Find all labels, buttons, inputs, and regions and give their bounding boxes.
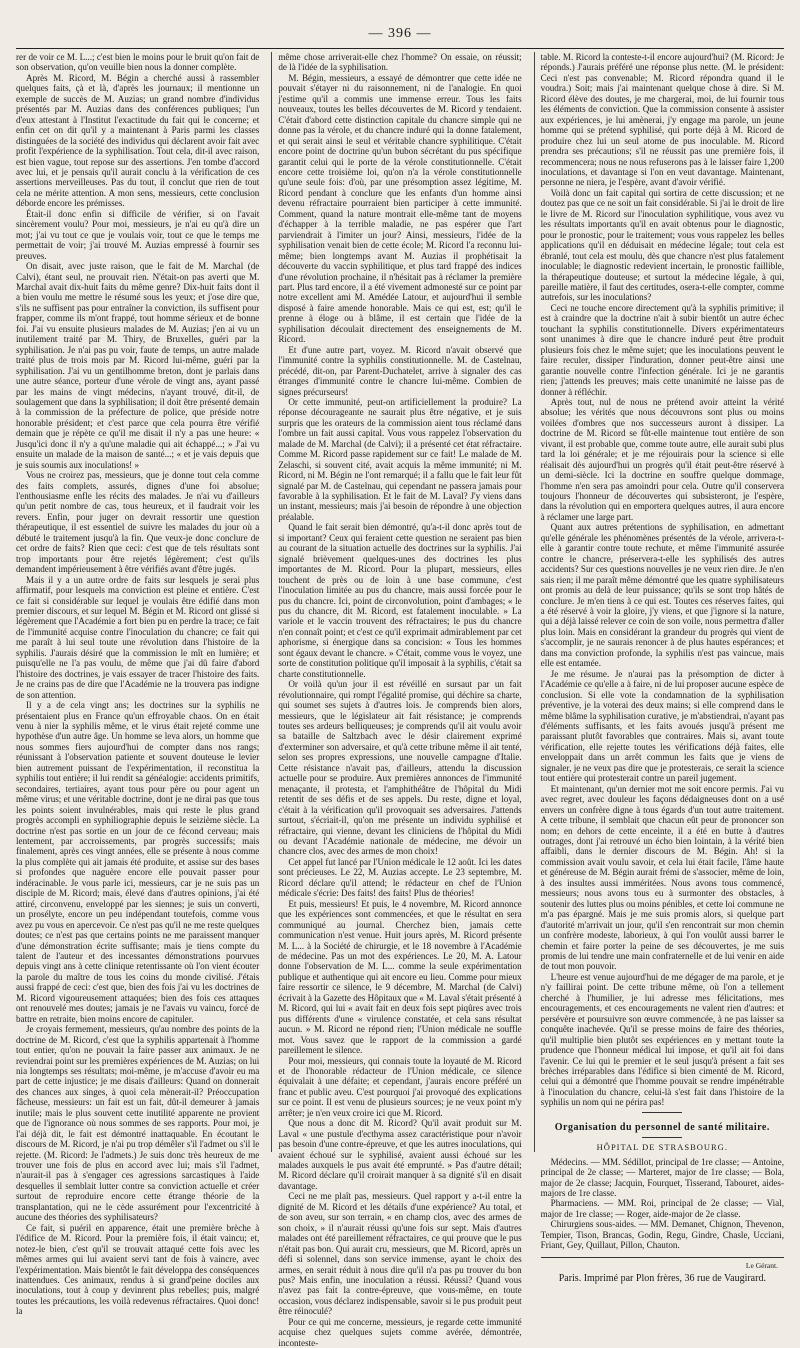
- paragraph: Je croyais fermement, messieurs, qu'au nombre des points de la doctrine de M. Ricord, c'est que la syphilis appartenait à l'homme tout entier, qu'on ne pouvait la faire passer aux animaux. Je ne reviendrai point sur les premières expériences de M. Auzias; on lui nia longtemps ses résultats; moi-même, je m'accuse d'avoir eu ma part de cette injustice; je me disais d'ailleurs: Quand on donnerait des chances aux singes, à quoi cela mènerait-il? Préoccupation fâcheuse, messieurs: un fait est un fait, dût-il demeurer à jamais inutile; mais le plus souvent cette inutilité apparente ne provient que de l'ignorance où nous sommes de ses rapports. Pour moi, je l'ai déjà dit, le fait est démontré inattaquable. En écoutant le discours de M. Ricord, je n'ai pu trop démêler s'il l'admet ou s'il le rejette. (M. Ricord: Je l'admets.) Je suis donc très heureux de me trouver une fois de plus en accord avec lui; mais s'il l'admet, n'aurait-il pas à s'engager ces agressions sarcastiques à l'aide desquelles il semblait lutter contre sa conviction actuelle et créer surtout de reproduire encore cette étrange théorie de la transplantation, qui ne le cède assurément pour l'excentricité à aucune des théories des syphilisateurs?: [16, 1024, 260, 1223]
- paragraph: Et maintenant, qu'un dernier mot me soit encore permis. J'ai vu avec regret, avec douleur les façons dédaigneuses dont on a usé envers un confrère digne à tous égards d'un tout autre traitement. A cette tribune, il semblait que chacun eût peur de prononcer son nom; en dehors de cette enceinte, il a été en butte à d'autres outrages, dont j'ai retrouvé un écho bien lointain, à la vérité bien affaibli, dans le dernier discours de M. Bégin. Ah! si la commission avait voulu savoir, et cela lui était facile, l'âme haute et généreuse de M. Bégin aurait frémi de s'associer, même de loin, à des insultes aussi imméritées. Nous avons tous commencé, messieurs; nous avons tous eu à surmonter des obstacles, à soutenir des luttes plus ou moins pénibles, et cette loi commune ne m'a pas épargné. Mais je me suis promis alors, si quelque part d'autorité m'arrivait un jour, qu'il s'en rencontrait sur mon chemin un confrère modeste, laborieux, à qui l'on voulût aussi barrer le chemin et faire porter la peine de ses découvertes, je me suis promis de lui tendre une main confraternelle et de lui venir en aide de tout mon pouvoir.: [540, 783, 784, 972]
- section-divider: [642, 1137, 682, 1138]
- section-subtitle: HÔPITAL DE STRASBOURG.: [596, 1142, 728, 1153]
- page-number: — 396 —: [368, 26, 432, 41]
- paragraph: Était-il donc enfin si difficile de vérifier, si on l'avait sincèrement voulu? Pour moi, messieurs, je n'ai eu qu'à dire un mot; j'ai vu tout ce que je voulais voir, tout ce que le temps me permettait de voir; j'ai trouvé M. Auzias empressé à fournir ses preuves.: [16, 208, 260, 261]
- paragraph: Après M. Ricord, M. Bégin a cherché aussi à rassembler quelques faits, çà et là, d'après les journaux; il mentionne un exemple de succès de M. Auzias; un grand nombre d'individus présentés par M. Auzias dans des conférences publiques; l'un d'eux attestant à l'Institut l'exactitude du fait qui le concerne; et enfin cet on dit qu'il y a maintenant à Paris parmi les classes distinguées de la société des individus qui déclarent avoir fait avec profit l'expérience de la syphilisation. Tout cela, dit-il avec raison, est bien vague, tout repose sur des assertions. J'en tombe d'accord avec lui, et je pensais qu'il aurait conclu à la vérification de ces assertions merveilleuses. Pas du tout, il conclut que rien de tout cela ne mérite attention. A mon sens, messieurs, cette conclusion déborde encore les prémisses.: [16, 72, 260, 209]
- printer-imprint: Paris. Imprimé par Plon frères, 36 rue de Vaugirard.: [558, 1273, 766, 1285]
- columns: [16, 52, 784, 1348]
- paragraph: L'heure est venue aujourd'hui de me dégager de ma parole, et je n'y faillirai point. De cette tribune même, où l'on a tellement cherché à l'humilier, je lui adresse mes félicitations, mes encouragements, et ces encouragements ne valent rien d'autres: et persévère et poursuivre son œuvre commencée, à ne pas laisser sa conquête inachevée. Qu'il se presse moins de faire des théories, qu'il multiplie bien plutôt ses expériences en y mettant toute la prudence que l'honneur médical lui impose, et qu'il ait foi dans l'avenir. Ce lui qui le premier et le seul jusqu'à présent a fait ses brèches irréparables dans l'édifice si bien cimenté de M. Ricord, celui qui a démontré que l'homme pouvait se rendre impénétrable à l'inoculation du chancre, celui-là s'est fait dans l'histoire de la syphilis un nom qui ne périra pas!: [540, 971, 784, 1108]
- paragraph: Voilà donc un fait capital qui sortira de cette discussion; et ne doutez pas que ce ne soit un fait considérable. Si j'ai le droit de lire le livre de M. Ricord sur l'inoculation syphilitique, vous avez vu les résultats importants qu'il en avait obtenus pour le diagnostic, pour le pronostic, pour le traitement; vous vous rappelez les belles applications qu'il en déduisait en médecine légale; tout cela est ébranlé, tout cela est moulu, dès que chancre n'est plus fatalement inoculable; le diagnostic redevient incertain, le pronostic faillible, la thérapeutique douteuse; et surtout la médecine légale, à qui, pareille matière, il faut des certitudes, osera-t-elle compter, comme autrefois, sur les inoculations?: [540, 187, 784, 303]
- paragraph: Et d'une autre part, voyez. M. Ricord n'avait observé que l'immunité contre la syphilis constitutionnelle. M. de Castelnau, précédé, dit-on, par Parent-Duchatelet, arrive à signaler des cas étranges d'immunité contre le chancre lui-même. Combien de signes précurseurs!: [278, 344, 522, 397]
- paragraph: M. Bégin, messieurs, a essayé de démontrer que cette idée ne pouvait s'étayer ni du raisonnement, ni de l'analogie. En quoi j'estime qu'il a commis une immense erreur. Tous les faits nouveaux, toutes les belles découvertes de M. Ricord y tendaient. C'était d'abord cette distinction capitale du chancre simple qui ne donne pas la vérole, et du chancre induré qui la donne fatalement, et qui serait ainsi le seul et véritable chancre syphilitique. C'était encore point de doctrine qu'un bubon sécrétant du pus spécifique garantit celui qui le porte de la vérole constitutionnelle. C'était encore cette troisième loi, qu'on n'a la vérole constitutionnelle qu'une seule fois: d'où, par une présomption assez légitime, M. Ricord pendant à conclure que les enfants d'un homme ainsi devenu réfractaire pourraient bien participer à cette immunité. Comment, quand la nature montrait elle-même tant de moyens d'échapper à la terrible maladie, ne pas espérer que l'art parviendrait à l'imiter un jour? Ainsi, messieurs, l'idée de la syphilisation venait bien de cette école; M. Ricord l'a reconnu lui-même; bien longtemps avant M. Auzias il prophétisait la découverte du vaccin syphilitique, et plus tard frappé des indices d'une révolution prochaine, il n'hésitait pas à réclamer la première part. Plus tard encore, il a été vivement admonesté sur ce point par notre excellent ami M. Amédée Latour, et aujourd'hui il semble disposé à faire amende honorable. Mais ce qui est, est; qu'il le prenne à éloge ou à blâme, il est certain que l'idée de la syphilisation découlait directement des enseignements de M. Ricord.: [278, 72, 522, 345]
- section-title: Organisation du personnel de santé militaire.: [554, 1121, 770, 1133]
- staff-list-paragraph: Médecins. — MM. Sédillot, principal de 1re classe; — Antoine, principal de 2e classe; — Marteret, major de 1re classe; — Bola, major de 2e classe; Jacquin, Fourquet, Tisserand, Tabouret, aides-majors de 1re classe.: [540, 1156, 784, 1199]
- paragraph: Vous ne croirez pas, messieurs, que je donne tout cela comme des faits complets, assurés, dignes d'une foi absolue; l'enthousiasme enfle les récits des malades. Je n'ai vu d'ailleurs qu'un petit nombre de cas, tous heureux, et il faudrait voir les revers. Enfin, pour juger on devrait ressortir une question thérapeutique, il est essentiel de suivre les malades du jour où a débuté le traitement jusqu'à la fin. Que veux-je donc conclure de cet ordre de faits? Rien que ceci: c'est que de tels résultats sont trop importants pour être rejetés légèrement; c'est qu'ils demandent impérieusement à être vérifiés avant d'être jugés.: [16, 470, 260, 575]
- paragraph: Pour ce qui me concerne, messieurs, je regarde cette immunité acquise chez quelques sujets comme avérée, démontrée, inconteste-: [278, 1316, 522, 1348]
- paragraph: table. M. Ricord la conteste-t-il encore aujourd'hui? (M. Ricord: Je réponds.) J'aurais préféré une réponse plus nette. (M. le président: Ceci n'est pas convenable; M. Ricord répondra quand il le voudra.) Soit; mais j'ai maintenant quelque chose à dire. Si M. Ricord élève des doutes, je me chargerai, moi, de lui fournir tous les éléments de conviction. Que la commission consente à assister aux expériences, je lui amènerai, j'y engage ma parole, un jeune homme qui se prétend syphilisé, qui porte déjà à M. Ricord de produire chez lui un seul atome de pus inoculable. M. Ricord prendra ses précautions; s'il ne réussit pas une première fois, il recommencera; nous ne nous refuserons pas à le laisser faire 1,200 inoculations, et davantage si l'on en veut davantage. Maintenant, personne ne niera, je l'espère, avant d'avoir vérifié.: [540, 52, 784, 188]
- staff-list-paragraph: Pharmaciens. — MM. Roi, principal de 2e classe; — Vial, major de 1re classe; — Roger, aide-major de 2e classe.: [540, 1198, 784, 1219]
- paragraph: Que nous a donc dit M. Ricord? Qu'il avait produit sur M. Laval « une pustule d'ecthyma assez caractéristique pour n'avoir pas besoin d'une contre-épreuve, et que les autres inoculations, qui avaient échoué sur le syphilisé, avaient aussi échoué sur les malades auxquels le pus avait été emprunté. » Pas d'autre détail; M. Ricord déclare qu'il croirait manquer à sa dignité s'il en disait davantage.: [278, 1118, 522, 1191]
- paragraph: Je me résume. Je n'aurai pas la présomption de dicter à l'Académie ce qu'elle a à faire, ni de lui proposer aucune espèce de conclusion. Si elle vote la condamnation de la syphilisation préventive, je la voterai des deux mains; si elle comprend dans le même blâme la syphilisation curative, je m'abstiendrai, n'ayant pas d'éléments suffisants, et les faits avoués jusqu'à présent me paraissant plutôt favorables que contraires. Mais si, avant toute vérification, elle rejette toutes les vérifications déjà faites, elle enveloppait dans un arrêt commun les faits que je viens de signaler, je ne veux pas dire que je protesterais, ce serait la science tout entière qui protesterait contre un pareil jugement.: [540, 668, 784, 784]
- paragraph: Ce fait, si puéril en apparence, était une première brèche à l'édifice de M. Ricord. Pour la première fois, il était vaincu; et, notez-le bien, c'est qu'il se trouvait attaqué cette fois avec les mêmes armes qui lui avaient servi tant de fois à vaincre, avec l'expérimentation. Mais bientôt le fait développa des conséquences inattendues. Ces animaux, rendus à si grand'peine dociles aux inoculations, tout à coup y devinrent plus rebelles; puis, malgré toutes les précautions, les voilà redevenus réfractaires. Quoi donc! la: [16, 1222, 260, 1317]
- paragraph: Or voilà qu'un jour il est révéillé en sursaut par un fait révolutionnaire, qui rompt l'égalité promise, qui déchire sa charte, qui soumet ses sujets à d'autres lois. Je comprends bien alors, messieurs, que le législateur ait fait résistance; je comprends toutes ses ardeurs belliqueuses; je comprends qu'il ait voulu avoir sa bataille de Saltzbach avec le désir clairement exprimé d'exterminer son adversaire, et qu'à cette tribune même il ait tenté, selon ses propres expressions, une nouvelle campagne d'Italie. Cette résistance n'avait pas, d'ailleurs, attendu la discussion actuelle pour se produire. Aux premières annonces de l'immunité menaçante, il protesta, et l'amphithéâtre de l'hôpital du Midi retentit de ses défis et de ses appels. Du reste, digne et loyal, c'était à la vérification qu'il provoquait ses adversaires. J'attends surtout, s'écriait-il, qu'on me présente un individu syphilisé et réfractaire, qui vienne, devant les cliniciens de l'hôpital du Midi ou devant l'Académie nationale de médecine, me dévoir un chancre clos, avec des armes de mon choix!: [278, 679, 522, 857]
- paragraph: Or cette immunité, peut-on artificiellement la produire? La réponse décourageante ne saurait plus être négative, et je suis surpris que les orateurs de la commission aient tous réclamé dans l'ombre un fait aussi capital. Vous vous rappelez l'observation du malade de M. Marchal (de Calvi); il a présenté cet état réfractaire. Comme M. Ricord passe rapidement sur ce fait! Le malade de M. Zelaschi, si souvent cité, avait acquis la même immunité; ni M. Ricord, ni M. Bégin ne l'ont remarqué; il a fallu que le fait leur fût signalé par M. de Castelnau, qui cependant ne passera jamais pour favorable à la syphilisation. Et le fait de M. Laval? J'y viens dans un instant, messieurs; mais j'ai besoin de répondre à une objection préalable.: [278, 396, 522, 522]
- column-left: [16, 52, 260, 1317]
- section-divider: [642, 1112, 682, 1113]
- gerant-label: Le Gérant.: [745, 1260, 778, 1270]
- paragraph: Pour moi, messieurs, qui connais toute la loyauté de M. Ricord et de l'honorable rédacteur de l'Union médicale, ce silence équivalait à une défaite; et cependant, j'aurais encore préféré un franc et public aveu. C'est pourquoi j'ai provoqué des explications sur ce point. Il est venu de plusieurs sources; je ne veux point m'y arrêter; je n'en veux croire ici que M. Ricord.: [278, 1055, 522, 1118]
- footer-rule: [541, 1257, 784, 1258]
- paragraph: On disait, avec juste raison, que le fait de M. Marchal (de Calvi), étant seul, ne prouvait rien. N'était-on pas averti que M. Marchal avait dix-huit faits du même genre? Dix-huit faits dont il a bien voulu me mettre le résumé sous les yeux; et j'ose dire que, s'ils ne suffisent pas pour entraîner la conviction, ils suffisent pour frapper, comme ils m'ont frappé, tout homme sérieux et de bonne foi. J'ai vu ensuite plusieurs malades de M. Auzias; j'en ai vu un inutilement traité par M. Thiry, de Bruxelles, guéri par la syphilisation. Je n'ai pas pu voir, faute de temps, un autre malade traité plus de trois mois par M. Ricord lui-même, guéri par la syphilisation. J'ai vu un gentilhomme breton, dont je parlais dans une autre séance, porteur d'une vérole de vingt ans, ayant passé par les mains de vingt médecins, n'ayant trouvé, dit-il, de soulagement que dans la syphilisation; il doit être présenté demain à la commission de la préfecture de police, que préside notre honorable président; et c'est parce que cela pourra être vérifié demain que je répète ce qu'il me disait il n'y a pas une heure: « Jusqu'ici donc il n'y a qu'une maladie qui ait échappé...; » J'ai vu ensuite un malade de la maison de santé...; « et je vais depuis que je suis soumis aux inoculations! »: [16, 261, 260, 470]
- header-rule: [16, 48, 784, 49]
- paragraph: Quand le fait serait bien démontré, qu'a-t-il donc après tout de si important? Ceux qui feraient cette question ne seraient pas bien au courant de la situation actuelle des doctrines sur la syphilis. J'ai signalé brièvement quelques-unes des doctrines les plus importantes de M. Ricord. Pour la plupart, messieurs, elles touchent de près ou de loin à une base commune, c'est l'inoculation limitée au pus du chancre, mais aussi forcée pour le pus du chancre. Ici, point de circonvolution, point d'ambages; « le pus du chancre, dit M. Ricord, est fatalement inoculable. » La variole et le vaccin trouvent des réfractaires; le pus du chancre n'en connaît point; et c'est ce qu'il exprimait admirablement par cet aphorisme, si énergique dans sa concision: « Tous les hommes sont égaux devant le chancre. » C'était, comme vous le voyez, une sorte de constitution politique qu'il imposait à la syphilis, c'était sa charte constitutionnelle.: [278, 522, 522, 679]
- paragraph: Ceci ne me plaît pas, messieurs. Quel rapport y a-t-il entre la dignité de M. Ricord et les détails d'une expérience? Au total, et de son aveu, sur son terrain, « en champ clos, avec des armes de son choix, » il n'aurait réussi qu'une fois sur sept. Mais d'autres malades ont été pareillement réfractaires, ce qui prouve que le pus n'était pas bon. Qui aurait cru, messieurs, que M. Ricord, après un défi si solennel, dans son service immense, ayant le choix des armes, en serait réduit à nous dire qu'il n'a pas pu trouver du bon pus? Mais enfin, une inoculation a réussi. Réussi? Quand vous n'avez pas fait la contre-épreuve, que vous-même, en toute occasion, vous déclarez indispensable, savoir si le pus produit peut être réinoculé?: [278, 1191, 522, 1317]
- paragraph: Cet appel fut lancé par l'Union médicale le 12 août. Ici les dates sont précieuses. Le 22, M. Auzias accepte. Le 23 septembre, M. Ricord déclare qu'il attend; le rédacteur en chef de l'Union médicale s'écrie: Des faits! des faits! Plus de théories!: [278, 856, 522, 899]
- paragraph: Ceci ne touche encore directement qu'à la syphilis primitive; il est à craindre que la doctrine n'ait à subir bientôt un autre échec touchant la syphilis constitutionnelle. Divers expérimentateurs sont unanimes à dire que le chancre induré peut être produit plusieurs fois chez le même sujet; que les inoculations peuvent le faire reculer, dissiper l'induration, donner peut-être ainsi une garantie nouvelle contre l'infection générale. Ici je ne garantis rien; j'attends les preuves; mais cette unanimité ne laisse pas de donner à réfléchir.: [540, 302, 784, 397]
- staff-list-paragraph: Chirurgiens sous-aides. — MM. Demanet, Chignon, Thevenon, Tempier, Tison, Brancas, Godin, Regu, Gindre, Chasle, Ucciani, Friant, Gey, Quillaut, Pillon, Chauton.: [540, 1219, 784, 1251]
- column-middle: [271, 52, 522, 1348]
- paragraph: Il y a de cela vingt ans; les doctrines sur la syphilis ne présentaient plus en France qu'un effroyable chaos. On en était venu à nier la syphilis même, et le virus était rejeté comme une hypothèse d'un autre âge. Un homme se leva alors, un homme que nous sommes fiers aujourd'hui de compter dans nos rangs; réunissant à l'observation patiente et souvent douteuse le levier bien autrement puissant de l'expérimentation, il reconstitua la syphilis tout entière; il lui rendit sa généalogie: accidents primitifs, secondaires, tertiaires, ayant tous pour père ou pour agent un même virus; et une véritable doctrine, dont je ne dirai pas que tous les points soient invulnérables, mais qui reste le plus grand progrès accompli en syphiliographie depuis le seizième siècle. La doctrine n'est pas sortie en un jour de ce fécond cerveau; mais lentement, par accroissements, par progrès successifs; mais finalement, après ces vingt années, elle se présente à nous comme la plus complète qui ait jamais été produite, et assise sur des bases si profondes que naguère encore elle pouvait passer pour indéracinable. Je vous parle ici, messieurs, car je ne suis pas un disciple de M. Ricord; mais, élevé dans d'autres opinions, j'ai été attiré, circonvenu, enveloppé par les siennes; je suis un converti, un prosélyte, encore un peu indépendant toutefois, comme vous avez pu vous en apercevoir. Ce n'est pas qu'il ne me reste quelques doutes; ce n'est pas que certains points ne me paraissent manquer d'une démonstration écrite suffisante; mais je tiens compte du talent de l'auteur et des incessantes démonstrations pourvues depuis vingt ans à cette clinique retentissante où l'on vient écouter la parole du maître de tous les coins du monde civilisé. J'étais aussi frappé de ceci: c'est que, bien des fois j'ai vu les doctrines de M. Ricord vigoureusement attaquées; bien des fois ces attaques ont renouvelé mes doutes; jamais je ne l'avais vu vaincu, forcé de battre en retraite, bien moins encore de capituler.: [16, 700, 260, 1024]
- paragraph: même chose arriverait-elle chez l'homme? On essaie, on réussit; de là l'idée de la syphilisation.: [278, 52, 522, 73]
- paragraph: Et puis, messieurs! Et puis, le 4 novembre, M. Ricord annonce que les expériences sont commencées, et que le résultat en sera communiqué au journal. Cherchez bien, jamais cette communication n'est venue. Huit jours après, M. Ricord présente M. L... à la Société de chirurgie, et le 18 novembre à l'Académie de médecine. Pas un mot des expériences. Le 20, M. A. Latour donne l'observation de M. L... comme la seule expérimentation publique et authentique qui ait encore eu lieu. Comme pour mieux faire ressortir ce silence, le 9 décembre, M. Marchal (de Calvi) écrivait à la Gazette des Hôpitaux que « M. Laval s'était présenté à M. Ricord, qui lui « avait fait en deux fois sept piqûres avec trois pus différents d'une « virulence constatée, et cela sans résultat aucun. » M. Ricord ne répond rien; l'Union médicale ne souffle mot. Vous savez que le rapport de la commission a gardé pareillement le silence.: [278, 898, 522, 1056]
- paragraph: Après tout, nul de nous ne prétend avoir atteint la vérité absolue; les vérités que nous découvrons sont plus ou moins voilées d'ombres que nos successeurs auront à dissiper. La doctrine de M. Ricord se fût-elle maintenue tout entière de son vivant, il est probable que, comme toute autre, elle aurait subi plus tard la loi générale; et je me réjouirais pour la science si elle réalisait dès aujourd'hui un progrès qu'il était peut-être réservé à un demi-siècle. Ici la doctrine en souffre quelque dommage, l'homme n'en sera pas amoindri pour cela. Outre qu'il conservera toujours l'honneur de découvertes qui subsisteront, je l'espère, dans la révolution qui en emportera quelques autres, il aura encore à réclamer une large part.: [540, 396, 784, 522]
- paragraph: Mais il y a un autre ordre de faits sur lesquels je serai plus affirmatif, pour lesquels ma conviction est pleine et entière. C'est ce fait si considérable sur lequel je voulais être édifié dans mon premier discours, et sur lequel M. Bégin et M. Ricord ont glissé si légèrement que l'Académie a fort bien pu en perdre la trace; ce fait de l'immunité acquise contre l'inoculation du chancre; ce fait qui me paraît à lui seul toute une révolution dans l'histoire de la syphilis. J'aurais désiré que la commission le mît en lumière; et puisqu'elle ne l'a pas voulu, de même que j'ai dû faire d'abord l'histoire des doctrines, je vais essayer de tracer l'histoire des faits. Je ne crains pas de dire que l'Académie ne la trouvera pas indigne de son attention.: [16, 574, 260, 700]
- column-right: [534, 52, 784, 1285]
- paragraph: rer de voir ce M. L...; c'est bien le moins pour le bruit qu'on fait de son observation, qu'on veuille bien nous la donner complète.: [16, 52, 260, 73]
- paragraph: Quant aux autres prétentions de syphilisation, en admettant qu'elle générale les phénomènes présentés de la vérole, arrivera-t-elle à garantir contre toute rechute, et même l'immunité assurée contre le chancre, préservera-t-elle les syphilisés des autres accidents? Sur ces questions nouvelles je ne veux rien dire. Je n'en sais rien; il me paraît même démontré que les quatre syphilisateurs ont promis au delà de leur puissance; qu'ils se sont trop hâtés de conclure. Je m'en tiens à ce qui est. Toutes ces réserves faites, qui a été réservé à voir la gloire, j'y viens, et que j'ignore si la nature, qui a déjà laissé relever ce coin de son voile, nous permettra d'aller plus loin. Mais en considérant la grandeur du progrès qui vient de s'accomplir, je ne saurais renoncer à de plus hautes espérances; et dans ma conviction profonde, la syphilis n'est pas vaincue, mais elle est entamée.: [540, 522, 784, 669]
